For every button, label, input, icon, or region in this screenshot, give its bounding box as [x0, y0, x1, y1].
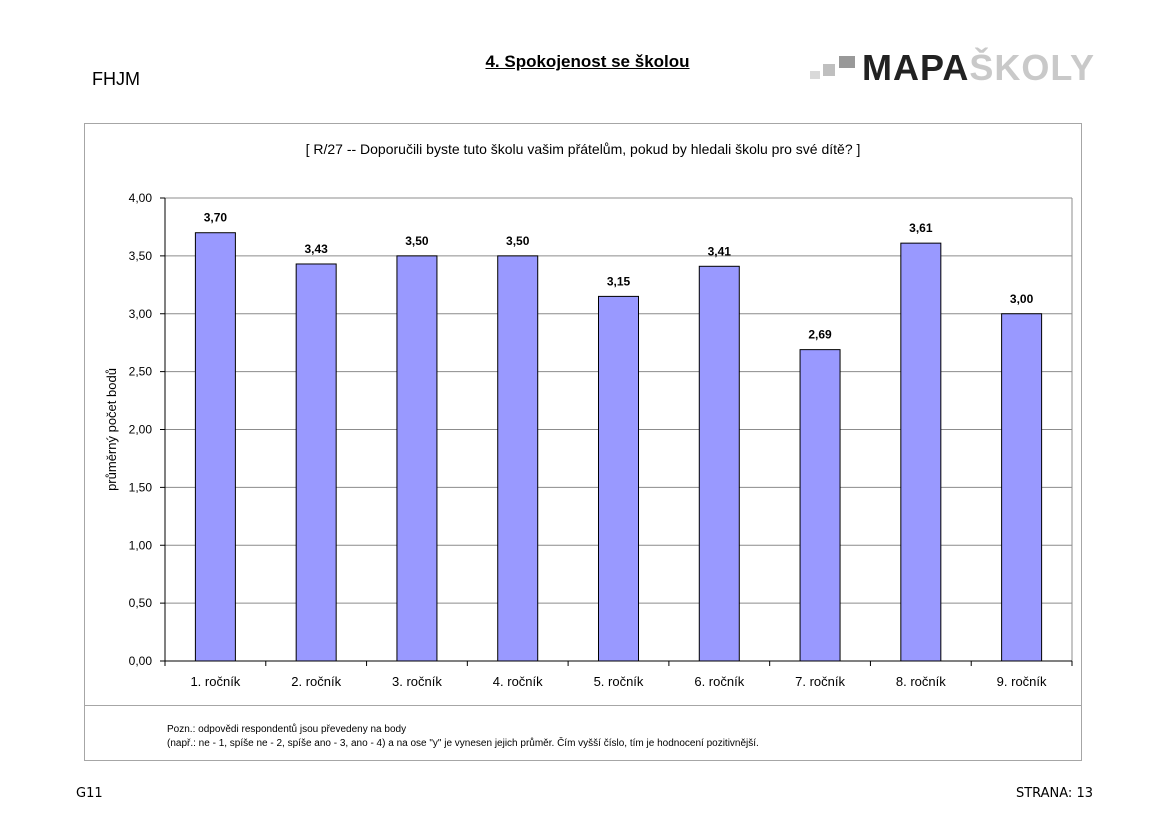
x-tick-label: 7. ročník [795, 674, 845, 689]
bar-value-label: 3,00 [1009, 291, 1034, 306]
note-line-1: Pozn.: odpovědi respondentů jsou převedeny na body [167, 724, 407, 735]
bar-value-label: 3,61 [909, 221, 933, 236]
logo-text-light: ŠKOLY [969, 47, 1096, 88]
note-line-2: (např.: ne - 1, spíše ne - 2, spíše ano - 3, ano - 4) a na ose "y" je vynesen jejich průměr. Čím vyšší číslo, tím je hodnocení pozitivnější. [167, 738, 759, 749]
y-tick-label: 1,50 [128, 480, 152, 495]
y-tick-label: 0,50 [128, 596, 152, 611]
mapa-skoly-logo [806, 47, 1096, 88]
logo-square-1 [810, 71, 820, 79]
bar-value-label: 2,69 [808, 327, 832, 342]
x-tick-label: 8. ročník [895, 674, 946, 689]
bar-value-label: 3,50 [405, 233, 429, 248]
x-tick-label: 2. ročník [291, 674, 342, 689]
x-tick-label: 3. ročník [392, 674, 442, 689]
y-tick-label: 3,50 [128, 248, 152, 263]
bar [901, 243, 941, 661]
bars-layer [195, 233, 1041, 661]
y-tick-label: 3,00 [128, 306, 152, 321]
bar [195, 233, 235, 661]
frame-divider [84, 705, 1082, 706]
y-tick-label: 2,50 [128, 364, 152, 379]
y-axis-label: průměrný počet bodů [104, 368, 119, 491]
chart-title: [ R/27 -- Doporučili byste tuto školu vašim přátelům, pokud by hledali školu pro své dítě? ] [305, 141, 861, 157]
x-tick-label: 9. ročník [996, 674, 1047, 689]
bar [397, 256, 437, 661]
x-tick-label: 5. ročník [593, 674, 644, 689]
x-tick-label: 4. ročník [492, 674, 543, 689]
logo-square-2 [823, 64, 835, 76]
x-tick-label: 6. ročník [694, 674, 745, 689]
footer-page-number: STRANA: 13 [1015, 786, 1093, 801]
bar [498, 256, 538, 661]
bar-chart [84, 180, 1084, 705]
chart-note [167, 723, 759, 751]
bar-value-label: 3,70 [203, 210, 228, 225]
bar [699, 266, 739, 661]
logo-text [862, 49, 1095, 87]
logo-square-3 [839, 56, 855, 68]
bar [1002, 314, 1042, 661]
bar-value-label: 3,41 [707, 244, 731, 259]
school-code: FHJM [92, 69, 140, 89]
y-tick-label: 0,00 [128, 654, 152, 668]
y-tick-label: 2,00 [128, 422, 152, 437]
footer-code: G11 [76, 786, 103, 801]
bar-value-label: 3,15 [606, 274, 631, 289]
x-tick-label: 1. ročník [190, 674, 241, 689]
y-tick-label: 4,00 [128, 191, 152, 205]
bar [296, 264, 336, 661]
bar [800, 350, 840, 661]
bar-value-label: 3,43 [304, 241, 328, 256]
bar [599, 296, 639, 661]
bar-value-label: 3,50 [506, 233, 530, 248]
section-title-text: 4. Spokojenost se školou [485, 52, 690, 71]
y-tick-label: 1,00 [128, 538, 152, 553]
logo-text-dark: MAPA [862, 47, 970, 88]
